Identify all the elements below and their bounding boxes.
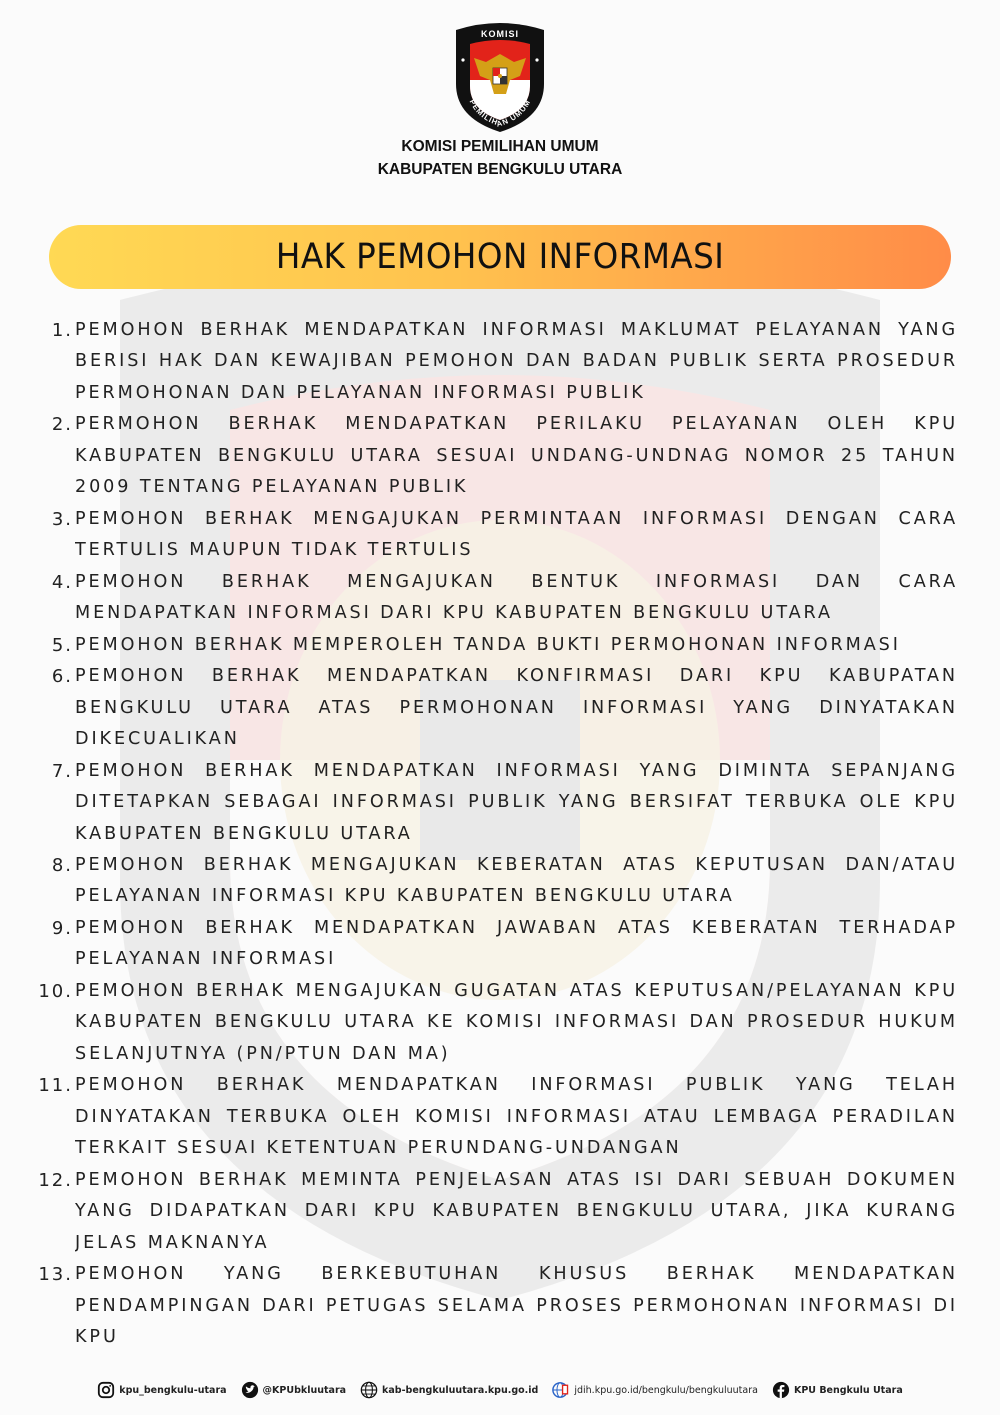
list-item-number: 4. bbox=[51, 571, 73, 593]
list-item bbox=[0, 756, 1000, 850]
list-item-text-line: PEMOHON BERHAK MENDAPATKAN INFORMASI PUBLIK YANG TELAH bbox=[75, 1075, 958, 1096]
list-item-text-line: KPU bbox=[75, 1327, 119, 1347]
logo-top-text: KOMISI bbox=[480, 29, 520, 39]
list-item-number: 9. bbox=[51, 917, 73, 939]
list-item bbox=[0, 409, 1000, 503]
list-item bbox=[0, 630, 1000, 661]
instagram-handle: kpu_bengkulu-utara bbox=[119, 1384, 227, 1396]
list-item-text-line: PELAYANAN INFORMASI KPU KABUPATEN BENGKULU UTARA bbox=[75, 886, 735, 907]
list-item-text-line: MENDAPATKAN INFORMASI DARI KPU KABUPATEN BENGKULU UTARA bbox=[75, 603, 833, 624]
list-item-text-line: DIKECUALIKAN bbox=[75, 729, 240, 750]
list-item bbox=[0, 567, 1000, 630]
list-item-text-line: PELAYANAN INFORMASI bbox=[75, 949, 337, 970]
twitter-link[interactable] bbox=[241, 1381, 347, 1399]
list-item bbox=[0, 1259, 1000, 1353]
list-item-number: 11. bbox=[38, 1075, 73, 1097]
list-item-text-line: TERKAIT SESUAI KETENTUAN PERUNDANG-UNDANGAN bbox=[75, 1138, 682, 1159]
list-item-number: 2. bbox=[51, 414, 73, 436]
list-item-text-line: PEMOHON BERHAK MEMINTA PENJELASAN ATAS ISI DARI SEBUAH DOKUMEN bbox=[75, 1169, 958, 1190]
list-item-text-line: JELAS MAKNANYA bbox=[75, 1232, 270, 1253]
list-item-text-line: PERMOHON BERHAK MENDAPATKAN PERILAKU PELAYANAN OLEH KPU bbox=[75, 414, 958, 435]
logo-bottom-text: PEMILIHAN UMUM bbox=[467, 97, 533, 129]
list-item-text-line: PEMOHON YANG BERKEBUTUHAN KHUSUS BERHAK MENDAPATKAN bbox=[75, 1264, 958, 1285]
twitter-icon bbox=[241, 1381, 259, 1399]
jdih-link[interactable] bbox=[552, 1381, 758, 1399]
list-item-text-line: DITETAPKAN SEBAGAI INFORMASI PUBLIK YANG BERSIFAT TERBUKA OLE KPU bbox=[75, 792, 958, 813]
footer-social-links bbox=[0, 1378, 1000, 1402]
list-item-text-line: PEMOHON BERHAK MENDAPATKAN INFORMASI MAKLUMAT PELAYANAN YANG bbox=[75, 320, 958, 340]
list-item-text-line: 2009 TENTANG PELAYANAN PUBLIK bbox=[75, 477, 469, 498]
jdih-icon bbox=[552, 1381, 570, 1399]
list-item-text-line: PEMOHON BERHAK MENGAJUKAN KEBERATAN ATAS KEPUTUSAN DAN/ATAU bbox=[75, 854, 958, 875]
org-name-line2: KABUPATEN BENGKULU UTARA bbox=[377, 161, 623, 178]
list-item-number: 6. bbox=[51, 666, 73, 688]
list-item-number: 13. bbox=[38, 1264, 73, 1286]
list-item-text-line: PEMOHON BERHAK MEMPEROLEH TANDA BUKTI PERMOHONAN INFORMASI bbox=[75, 634, 901, 655]
list-item-number: 8. bbox=[51, 854, 73, 876]
list-item-number: 3. bbox=[51, 508, 73, 530]
list-item-number: 5. bbox=[51, 634, 73, 656]
instagram-icon bbox=[97, 1381, 115, 1399]
list-item bbox=[0, 315, 1000, 409]
list-item-text-line: PEMOHON BERHAK MENDAPATKAN INFORMASI YANG DIMINTA SEPANJANG bbox=[75, 760, 958, 781]
list-item-text-line: BENGKULU UTARA ATAS PERMOHONAN INFORMASI YANG DINYATAKAN bbox=[75, 697, 958, 718]
jdih-url: jdih.kpu.go.id/bengkulu/bengkuluutara bbox=[574, 1384, 758, 1396]
website-url: kab-bengkuluutara.kpu.go.id bbox=[382, 1384, 539, 1396]
list-item-text-line: PENDAMPINGAN DARI PETUGAS SELAMA PROSES PERMOHONAN INFORMASI DI bbox=[75, 1295, 958, 1316]
twitter-handle: @KPUbkluutara bbox=[262, 1384, 347, 1396]
website-link[interactable] bbox=[360, 1381, 538, 1399]
list-item-text-line: YANG DIDAPATKAN DARI KPU KABUPATEN BENGKULU UTARA, JIKA KURANG bbox=[75, 1201, 958, 1222]
org-name-line1: KOMISI PEMILIHAN UMUM bbox=[401, 138, 599, 155]
list-item bbox=[0, 976, 1000, 1070]
globe-icon bbox=[360, 1381, 378, 1399]
list-item-text-line: PEMOHON BERHAK MENDAPATKAN KONFIRMASI DARI KPU KABUPATAN bbox=[75, 666, 958, 687]
list-item-text-line: KABUPATEN BENGKULU UTARA KE KOMISI INFORMASI DAN PROSEDUR HUKUM bbox=[75, 1012, 958, 1033]
list-item-number: 1. bbox=[51, 320, 73, 341]
list-item-number: 12. bbox=[38, 1169, 73, 1191]
facebook-page: KPU Bengkulu Utara bbox=[793, 1384, 903, 1396]
list-item-text-line: SELANJUTNYA (PN/PTUN DAN MA) bbox=[75, 1043, 451, 1064]
list-item-text-line: TERTULIS MAUPUN TIDAK TERTULIS bbox=[75, 540, 474, 561]
list-item-text-line: PEMOHON BERHAK MENDAPATKAN JAWABAN ATAS KEBERATAN TERHADAP bbox=[75, 917, 958, 938]
list-item-text-line: PEMOHON BERHAK MENGAJUKAN PERMINTAAN INFORMASI DENGAN CARA bbox=[75, 508, 958, 529]
list-item bbox=[0, 1165, 1000, 1259]
rights-list bbox=[0, 315, 1000, 1353]
list-item bbox=[0, 850, 1000, 913]
title-banner bbox=[49, 225, 951, 289]
list-item-text-line: DINYATAKAN TERBUKA OLEH KOMISI INFORMASI ATAU LEMBAGA PERADILAN bbox=[75, 1106, 958, 1127]
list-item-number: 10. bbox=[38, 980, 73, 1002]
list-item bbox=[0, 504, 1000, 567]
facebook-icon bbox=[772, 1381, 790, 1399]
list-item-text-line: PERMOHONAN DAN PELAYANAN INFORMASI PUBLIK bbox=[75, 382, 646, 403]
kpu-logo bbox=[450, 20, 550, 134]
list-item-text-line: KABUPATEN BENGKULU UTARA SESUAI UNDANG-UNDNAG NOMOR 25 TAHUN bbox=[75, 445, 958, 466]
list-item-number: 7. bbox=[51, 760, 73, 782]
list-item-text-line: PEMOHON BERHAK MENGAJUKAN BENTUK INFORMASI DAN CARA bbox=[75, 571, 958, 592]
list-item-text-line: PEMOHON BERHAK MENGAJUKAN GUGATAN ATAS KEPUTUSAN/PELAYANAN KPU bbox=[75, 980, 958, 1001]
list-item bbox=[0, 913, 1000, 976]
list-item bbox=[0, 661, 1000, 755]
list-item-text-line: BERISI HAK DAN KEWAJIBAN PEMOHON DAN BADAN PUBLIK SERTA PROSEDUR bbox=[75, 351, 958, 372]
instagram-link[interactable] bbox=[97, 1381, 226, 1399]
facebook-link[interactable] bbox=[772, 1381, 903, 1399]
page-title: HAK PEMOHON INFORMASI bbox=[275, 237, 725, 277]
list-item bbox=[0, 1070, 1000, 1164]
list-item-text-line: KABUPATEN BENGKULU UTARA bbox=[75, 823, 413, 844]
